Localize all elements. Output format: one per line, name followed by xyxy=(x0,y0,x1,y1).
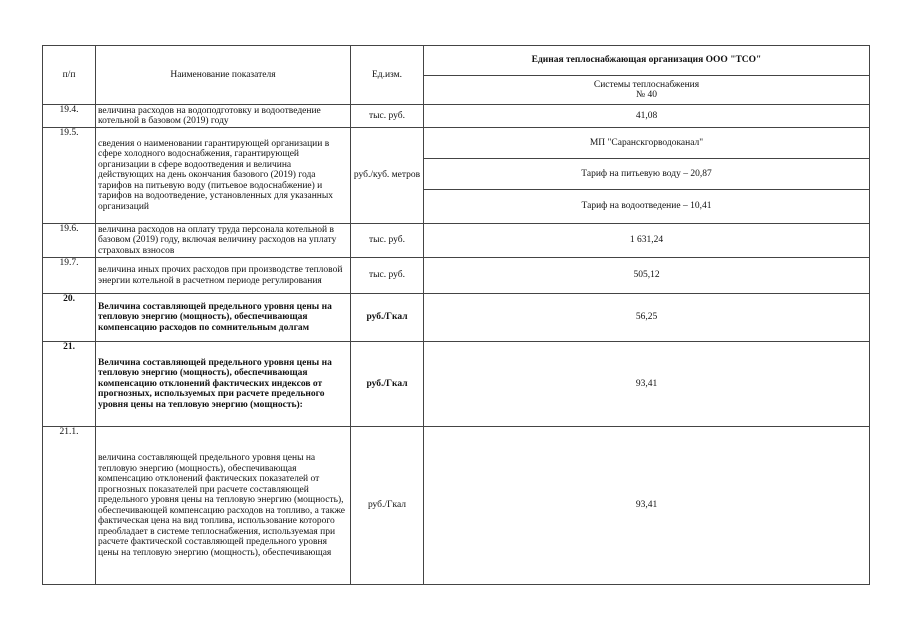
table-row xyxy=(43,128,870,159)
row-name: величина составляющей предельного уровня цены на тепловую энергию (мощность), обеспечивающая компенсацию отклонений фактических показателей от прогнозных показателей при расчете составляющей предельного уровня цены на тепловую энергию (мощность), обеспечивающей компенсацию расходов на топливо, а также фактическая цена на вид топлива, использование которого преобладает в системе теплоснабжения, используемая при расчете фактической составляющей предельного уровня цены на тепловую энергию (мощность), обеспечивающая xyxy=(96,427,351,585)
row-unit: тыс. руб. xyxy=(351,105,424,128)
row-name: величина иных прочих расходов при производстве тепловой энергии котельной в расчетном периоде регулирования xyxy=(96,258,351,294)
row-value-sewage-tariff: Тариф на водоотведение – 10,41 xyxy=(424,190,870,224)
table-row xyxy=(43,342,870,427)
header-num: п/п xyxy=(43,46,96,105)
row-name: Величина составляющей предельного уровня цены на тепловую энергию (мощность), обеспечивающая компенсацию отклонений фактических индексов от прогнозных, используемых при расчете предельного уровня цены на тепловую энергию (мощность): xyxy=(96,342,351,427)
row-value-organization: МП "Саранскгорводоканал" xyxy=(424,128,870,159)
row-num: 19.5. xyxy=(43,128,96,224)
header-system-line2: № 40 xyxy=(636,90,657,100)
tariff-table xyxy=(42,45,870,585)
row-unit: руб./Гкал xyxy=(351,427,424,585)
row-value-water-tariff: Тариф на питьевую воду – 20,87 xyxy=(424,159,870,190)
row-name: Величина составляющей предельного уровня цены на тепловую энергию (мощность), обеспечивающая компенсацию расходов по сомнительным долгам xyxy=(96,294,351,342)
row-value: 505,12 xyxy=(424,258,870,294)
row-unit: руб./Гкал xyxy=(351,342,424,427)
row-num: 21.1. xyxy=(43,427,96,585)
header-system xyxy=(424,76,870,105)
row-num: 19.4. xyxy=(43,105,96,128)
row-value: 1 631,24 xyxy=(424,224,870,258)
row-unit: тыс. руб. xyxy=(351,258,424,294)
row-name: величина расходов на оплату труда персонала котельной в базовом (2019) году, включая величину расходов на уплату страховых взносов xyxy=(96,224,351,258)
table-row xyxy=(43,105,870,128)
row-num: 19.7. xyxy=(43,258,96,294)
row-name: сведения о наименовании гарантирующей организации в сфере холодного водоснабжения, гарантирующей организации в сфере водоотведения и величина действующих на день окончания базового (2019) года тарифов на питьевую воду (питьевое водоснабжение) и тарифов на водоотведение, установленных для указанных организаций xyxy=(96,128,351,224)
row-unit: тыс. руб. xyxy=(351,224,424,258)
row-value: 93,41 xyxy=(424,427,870,585)
row-name: величина расходов на водоподготовку и водоотведение котельной в базовом (2019) году xyxy=(96,105,351,128)
table-row xyxy=(43,224,870,258)
header-unit: Ед.изм. xyxy=(351,46,424,105)
row-value: 56,25 xyxy=(424,294,870,342)
row-unit: руб./куб. метров xyxy=(351,128,424,224)
row-num: 21. xyxy=(43,342,96,427)
table-row xyxy=(43,294,870,342)
table-row xyxy=(43,427,870,585)
row-value: 93,41 xyxy=(424,342,870,427)
row-unit: руб./Гкал xyxy=(351,294,424,342)
header-system-line1: Системы теплоснабжения xyxy=(593,79,700,90)
row-num: 20. xyxy=(43,294,96,342)
header-org: Единая теплоснабжающая организация ООО "ТСО" xyxy=(424,46,870,76)
row-value: 41,08 xyxy=(424,105,870,128)
header-name: Наименование показателя xyxy=(96,46,351,105)
row-num: 19.6. xyxy=(43,224,96,258)
table-row xyxy=(43,258,870,294)
